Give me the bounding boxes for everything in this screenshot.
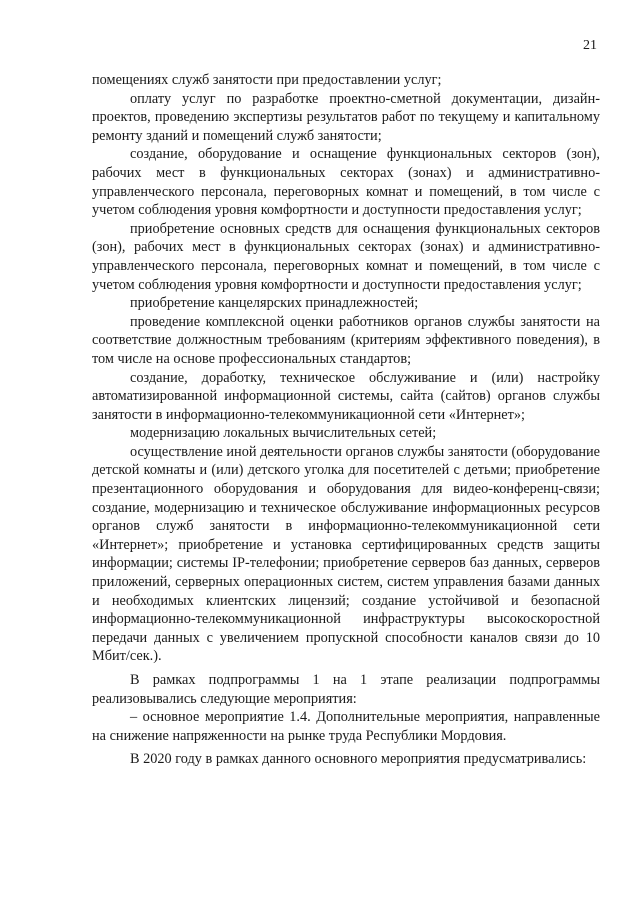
paragraph: создание, оборудование и оснащение функциональных секторов (зон), рабочих мест в функциональных секторах (зонах) и административно-управленческого персонала, переговорных комнат и помещений, в том числе с учетом соблюдения уровня комфортности и доступности предоставления услуг; [92, 146, 600, 219]
paragraph: приобретение основных средств для оснащения функциональных секторов (зон), рабочих мест в функциональных секторах (зонах) и административно-управленческого персонала, переговорных комнат и помещений, в том числе с учетом соблюдения уровня комфортности и доступности предоставления услуг; [92, 220, 600, 293]
page-number: 21 [583, 38, 597, 53]
document-body [92, 71, 600, 769]
paragraph: создание, доработку, техническое обслуживание и (или) настройку автоматизированной информационной системы, сайта (сайтов) органов службы занятости в информационно-телекоммуникационной сети «Интернет»; [92, 369, 600, 423]
paragraph: приобретение канцелярских принадлежностей; [130, 295, 419, 312]
paragraph: осуществление иной деятельности органов службы занятости (оборудование детской комнаты и (или) детского уголка для посетителей с детьми; приобретение презентационного оборудования и оборудования для видео-конференц-связи; создание, модернизацию и техническое обслуживание информационных ресурсов органов служб занятости в информационно-телекоммуникационной сети «Интернет»; приобретение и установка сертифицированных средств защиты информации; системы IP-телефонии; приобретение серверов баз данных, серверов приложений, серверных операционных систем, систем управления базами данных и необходимых клиентских лицензий; создание устойчивой и безопасной информационно-телекоммуникационной инфраструктуры высокоскоростной передачи данных с увеличением пропускной способности каналов связи до 10 Мбит/сек.). [92, 443, 600, 665]
paragraph: В рамках подпрограммы 1 на 1 этапе реализации подпрограммы реализовывались следующие мероприятия: [92, 672, 600, 707]
paragraph: проведение комплексной оценки работников органов службы занятости на соответствие должностным требованиям (критериям эффективного поведения), в том числе на основе профессиональных стандартов; [92, 313, 600, 367]
paragraph: оплату услуг по разработке проектно-сметной документации, дизайн-проектов, проведению экспертизы результатов работ по текущему и капитальному ремонту зданий и помещений служб занятости; [92, 90, 600, 144]
paragraph: помещениях служб занятости при предоставлении услуг; [92, 72, 442, 88]
paragraph: модернизацию локальных вычислительных сетей; [130, 425, 437, 442]
paragraph: В 2020 году в рамках данного основного мероприятия предусматривались: [130, 751, 587, 768]
list-item: – основное мероприятие 1.4. Дополнительные мероприятия, направленные на снижение напряженности на рынке труда Республики Мордовия. [92, 709, 600, 744]
